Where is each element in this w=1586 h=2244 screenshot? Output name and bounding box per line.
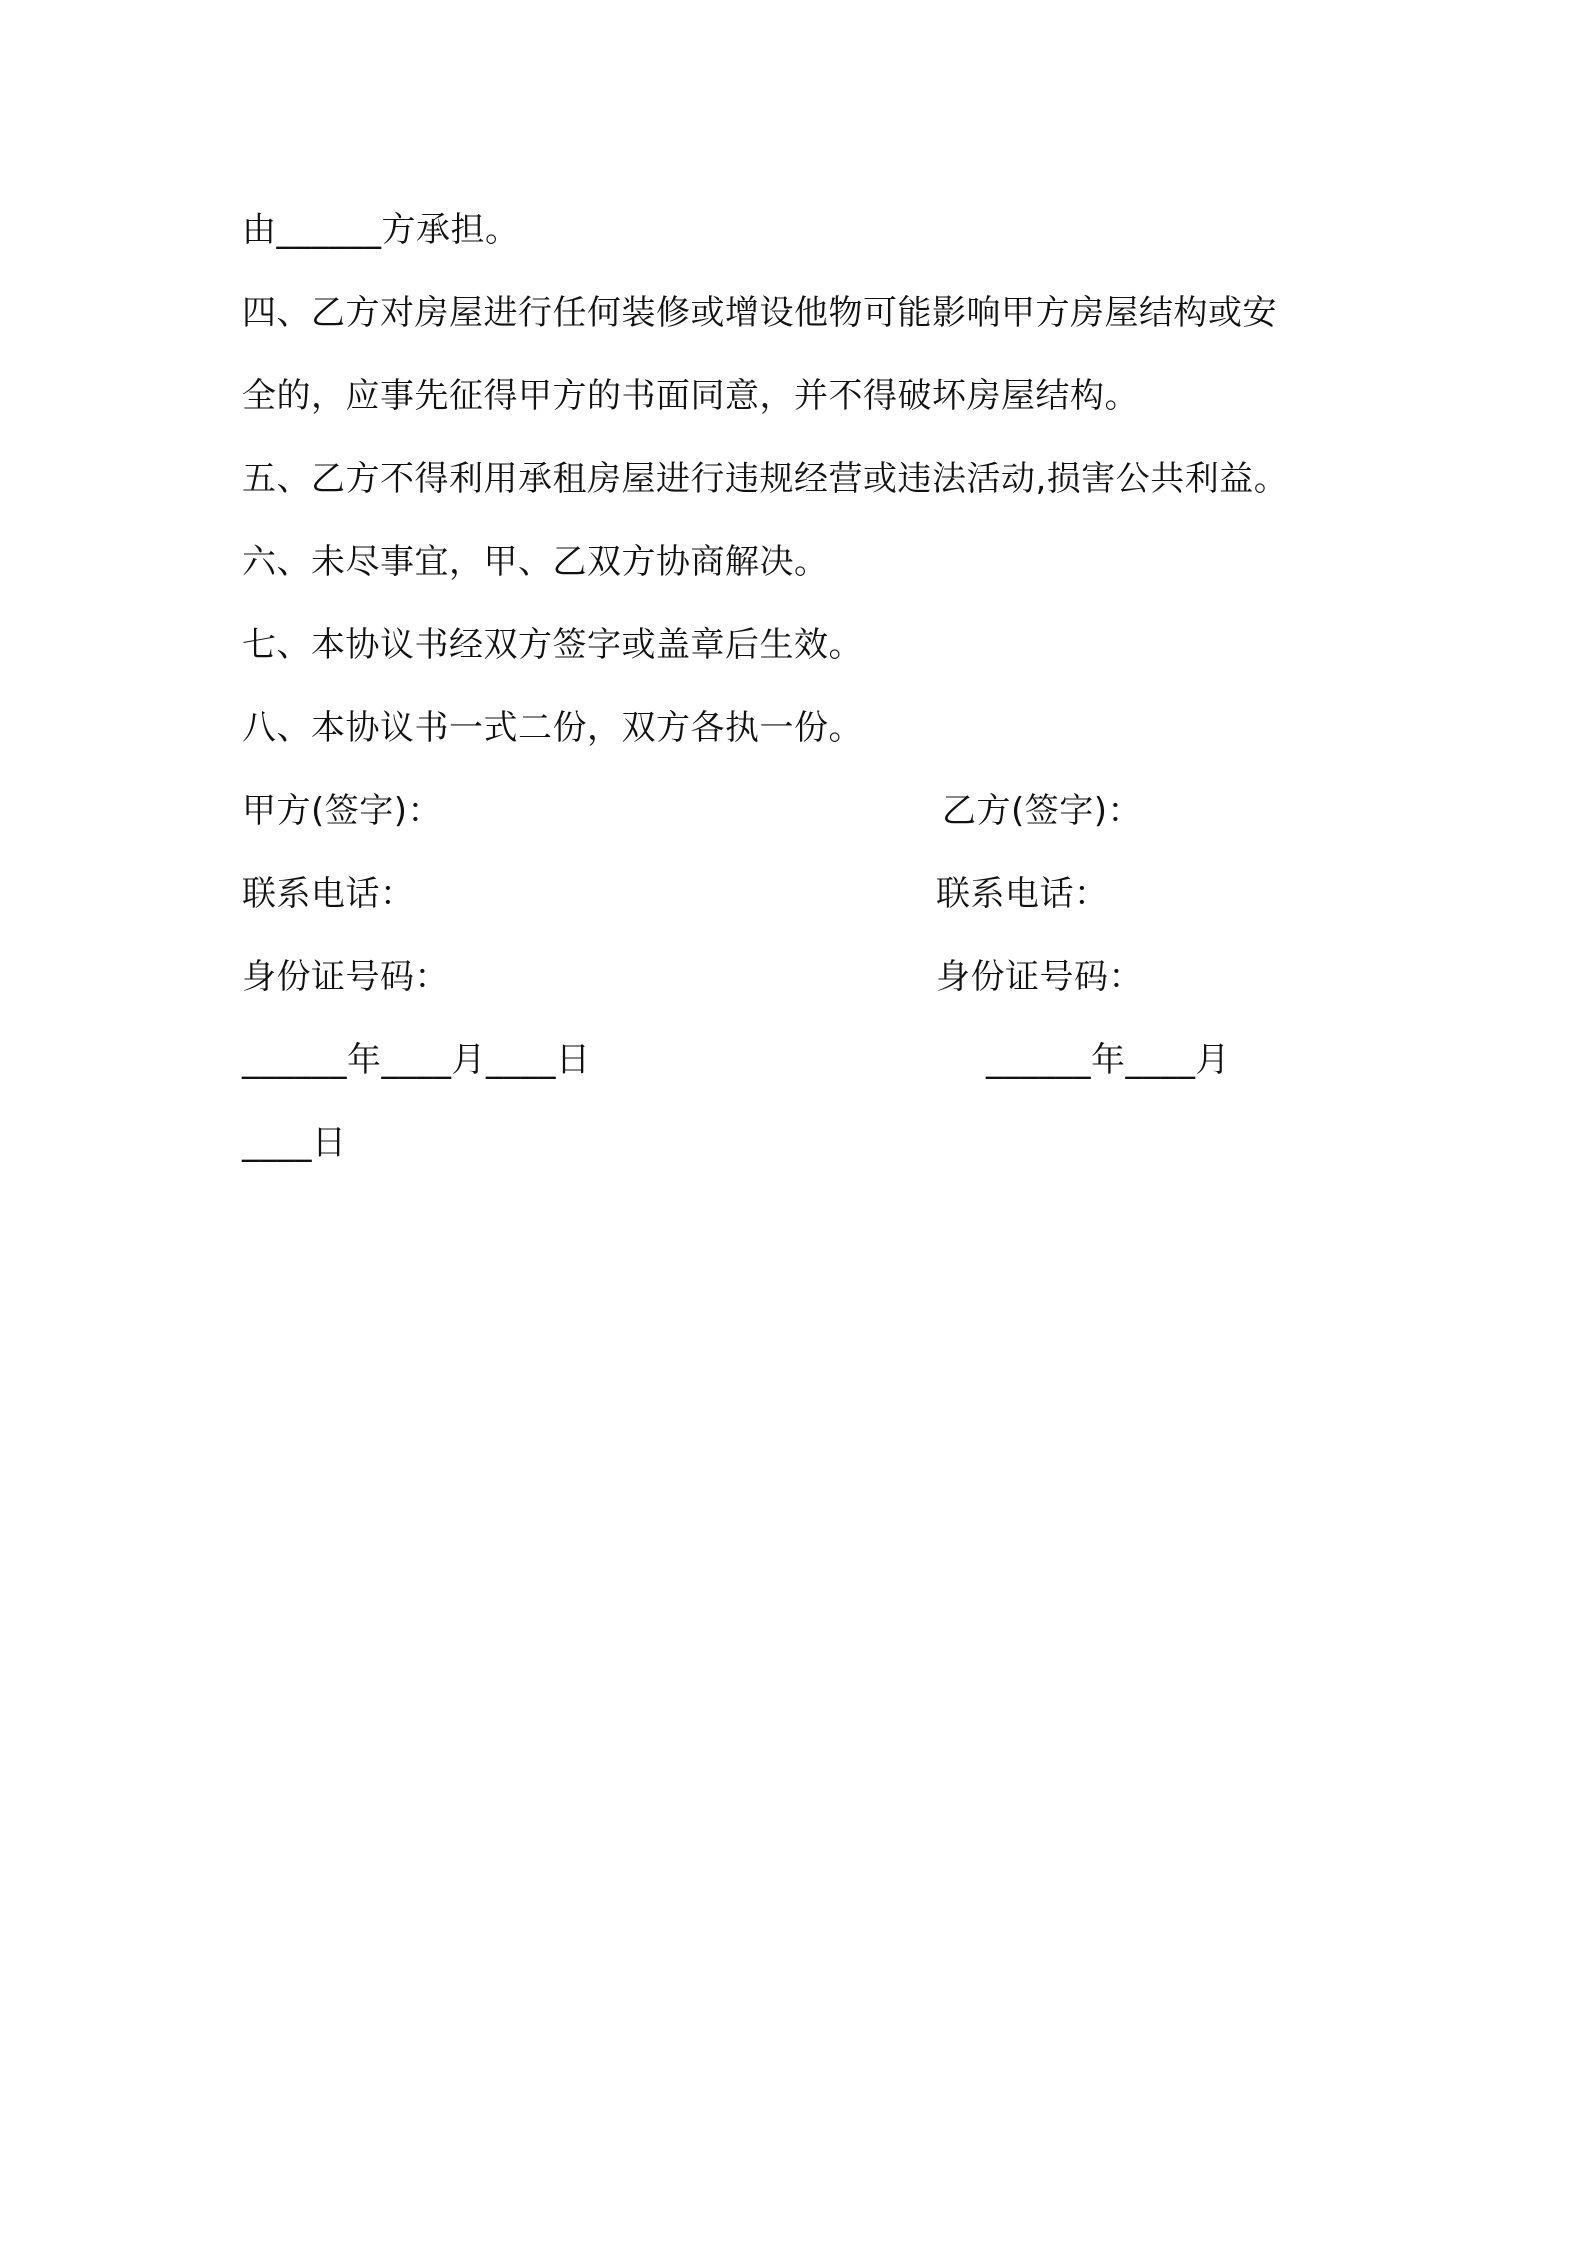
party-b-phone-label: 联系电话： <box>936 874 1109 914</box>
paragraph-clause-5: 五、乙方不得利用承租房屋进行违规经营或违法活动,损害公共利益。 <box>242 459 1289 499</box>
party-a-id-label: 身份证号码： <box>242 957 449 997</box>
party-a-phone-label: 联系电话： <box>242 874 415 914</box>
paragraph-clause-7: 七、本协议书经双方签字或盖章后生效。 <box>242 625 863 665</box>
paragraph-clause-8: 八、本协议书一式二份，双方各执一份。 <box>242 708 863 748</box>
party-b-date-day: ____日 <box>242 1123 347 1163</box>
party-a-date-line: ______年____月____日 <box>242 1040 591 1080</box>
paragraph-clause-4-line-1: 四、乙方对房屋进行任何装修或增设他物可能影响甲方房屋结构或安 <box>242 293 1277 333</box>
party-b-signature-label: 乙方(签字)： <box>942 791 1143 831</box>
party-b-id-label: 身份证号码： <box>936 957 1143 997</box>
party-b-date-line: ______年____月 <box>986 1040 1230 1080</box>
paragraph-clause-4-line-2: 全的，应事先征得甲方的书面同意，并不得破坏房屋结构。 <box>242 376 1139 416</box>
paragraph-cost-bearer: 由______方承担。 <box>242 210 520 250</box>
paragraph-clause-6: 六、未尽事宜，甲、乙双方协商解决。 <box>242 542 829 582</box>
party-a-signature-label: 甲方(签字)： <box>242 791 443 831</box>
